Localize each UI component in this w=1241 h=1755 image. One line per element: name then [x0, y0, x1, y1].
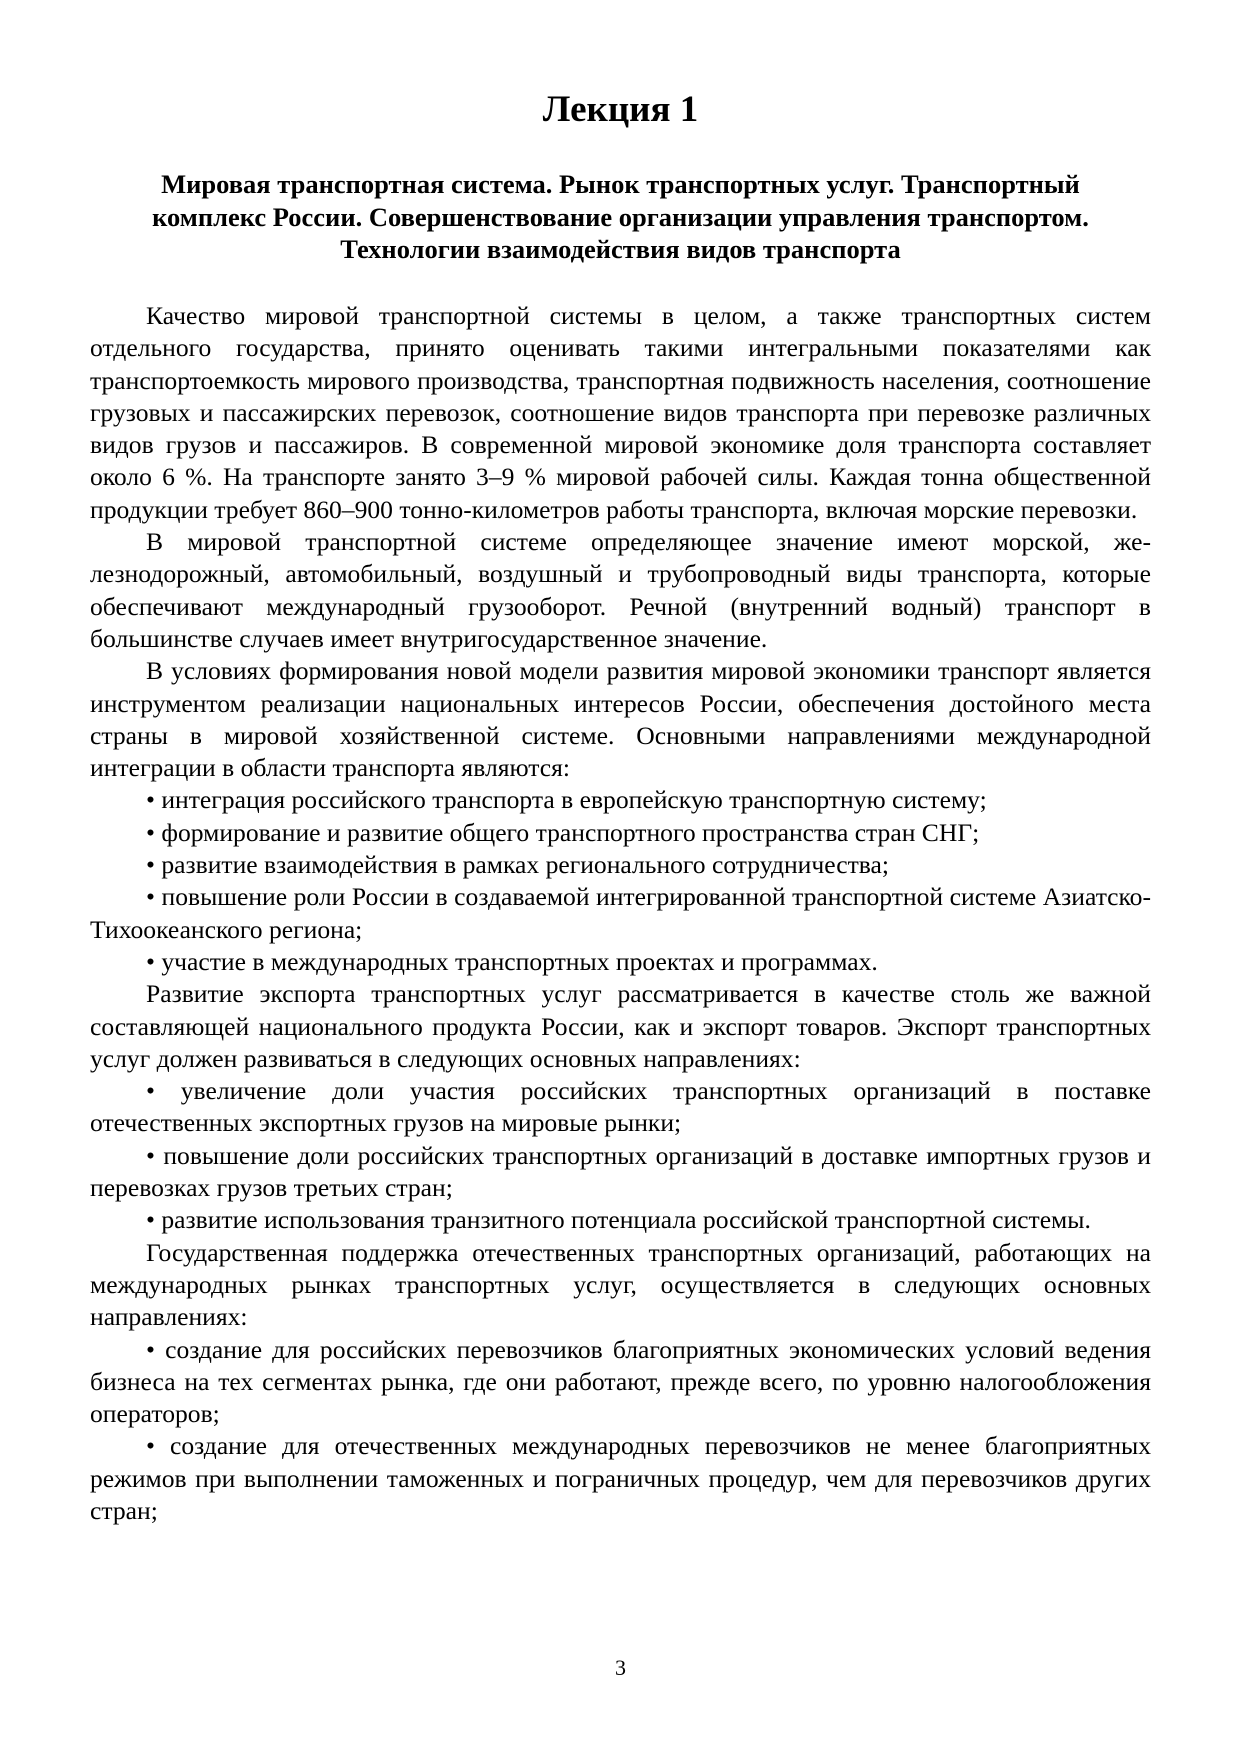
- body-text: [90, 300, 1151, 1527]
- bullet-list-export: [90, 1075, 1151, 1236]
- paragraph: В мировой транспортной системе определяющее значение имеют морской, железнодорожный, автомобильный, воздушный и трубопроводный виды транспорта, которые обеспечивают международный грузооборот. Речной (внутренний водный) транспорт в большинстве случаев имеет внутригосударственное значение.: [90, 527, 1151, 653]
- paragraph: Развитие экспорта транспортных услуг рассматривается в качестве столь же важной составляющей национального продукта России, как и экспорт товаров. Экспорт транспортных услуг должен развиваться в следующих основных направлениях:: [90, 979, 1151, 1073]
- bullet-list-support: [90, 1334, 1151, 1528]
- list-item: • создание для отечественных международных перевозчиков не менее благоприятных режимов при выполнении таможенных и пограничных процедур, чем для перевозчиков других стран;: [90, 1430, 1151, 1527]
- list-item: • участие в международных транспортных проектах и программах.: [90, 946, 1151, 978]
- lecture-subtitle: Мировая транспортная система. Рынок транспортных услуг. Транспортный комплекс России. Совершенствование организации управления транспортом. Технологии взаимодействия видов транспорта: [152, 169, 1089, 264]
- list-item: • интеграция российского транспорта в европейскую транспортную систему;: [90, 784, 1151, 816]
- list-item: • повышение роли России в создаваемой интегрированной транспортной системе Азиатско-Тихоокеанского региона;: [90, 881, 1151, 946]
- list-item: • развитие использования транзитного потенциала российской транспортной системы.: [90, 1204, 1151, 1236]
- bullet-list-integration: [90, 784, 1151, 978]
- paragraph: Качество мировой транспортной системы в целом, а также транспортных систем отдельного государства, принято оценивать такими интегральными показателями как транспортоемкость мирового производства, транспортная подвижность населения, соотношение грузовых и пассажирских перевозок, соотношение видов транспорта при перевозке различных видов грузов и пассажиров. В современной мировой экономике доля транспорта составляет около 6 %. На транспорте занято 3–9 % мировой рабочей силы. Каждая тонна общественной продукции требует 860–900 тонно-километров работы транспорта, включая морские перевозки.: [90, 301, 1151, 524]
- paragraph: Государственная поддержка отечественных транспортных организаций, работающих на международных рынках транспортных услуг, осуществляется в следующих основных направлениях:: [90, 1237, 1151, 1332]
- list-item: • увеличение доли участия российских транспортных организаций в поставке отечественных экспортных грузов на мировые рынки;: [90, 1075, 1151, 1140]
- list-item: • повышение доли российских транспортных организаций в доставке импортных грузов и перевозках грузов третьих стран;: [90, 1140, 1151, 1205]
- page-number: 3: [615, 1655, 626, 1680]
- list-item: • создание для российских перевозчиков благоприятных экономических условий ведения бизнеса на тех сегментах рынка, где они работают, прежде всего, по уровню налогообложения операторов;: [90, 1334, 1151, 1431]
- list-item: • формирование и развитие общего транспортного пространства стран СНГ;: [90, 817, 1151, 849]
- list-item: • развитие взаимодействия в рамках регионального сотрудничества;: [90, 849, 1151, 881]
- paragraph: В условиях формирования новой модели развития мировой экономики транспорт является инструментом реализации национальных интересов России, обеспечения достойного места страны в мировой хозяйственной системе. Основными направлениями международной интеграции в области транспорта являются:: [90, 656, 1151, 783]
- lecture-title: Лекция 1: [542, 89, 699, 130]
